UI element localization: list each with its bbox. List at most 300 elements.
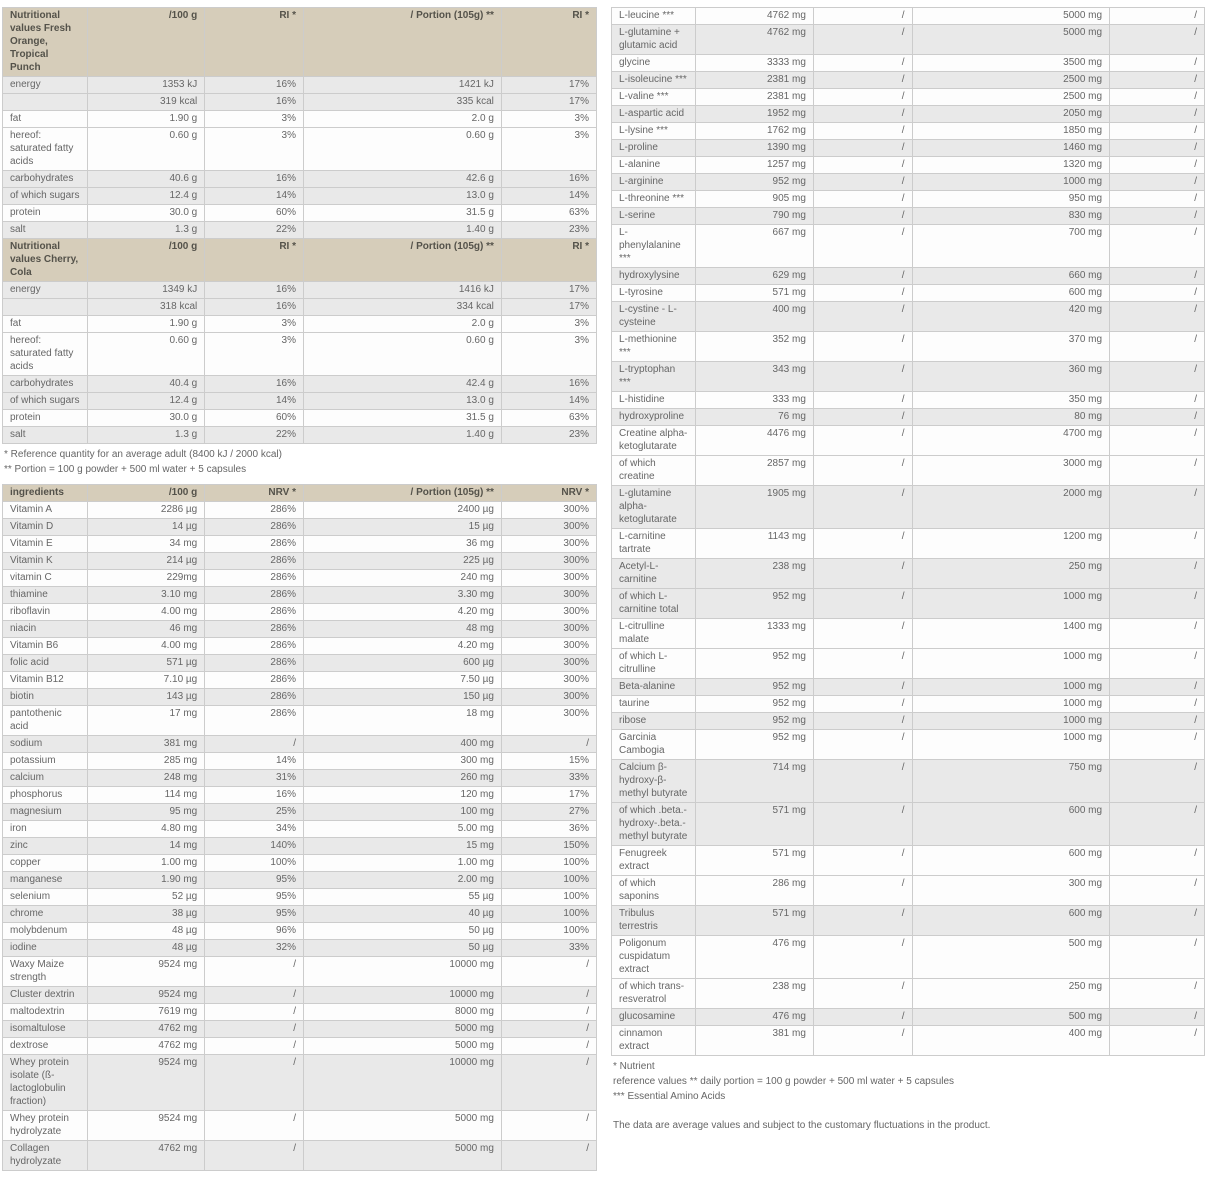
value-cell: / bbox=[813, 529, 912, 559]
row-label-cell: L-glutamine + glutamic acid bbox=[612, 25, 696, 55]
table-row bbox=[3, 111, 597, 128]
value-cell: 5000 mg bbox=[304, 1038, 502, 1055]
value-cell: 300% bbox=[501, 638, 596, 655]
value-cell: 140% bbox=[205, 838, 304, 855]
table-row bbox=[612, 846, 1205, 876]
row-label-cell: Vitamin K bbox=[3, 553, 88, 570]
value-cell: 16% bbox=[205, 282, 304, 299]
value-cell: 30.0 g bbox=[87, 205, 205, 222]
value-cell: / bbox=[501, 1038, 596, 1055]
table-row bbox=[3, 770, 597, 787]
value-cell: 17% bbox=[501, 94, 596, 111]
value-cell: / bbox=[813, 302, 912, 332]
row-label-cell: of which sugars bbox=[3, 393, 88, 410]
value-cell: 14% bbox=[205, 753, 304, 770]
value-cell: / bbox=[813, 8, 912, 25]
value-cell: 16% bbox=[205, 94, 304, 111]
table-row bbox=[3, 621, 597, 638]
value-cell: 2.0 g bbox=[304, 316, 502, 333]
value-cell: 3.10 mg bbox=[87, 587, 205, 604]
value-cell: / bbox=[1110, 362, 1205, 392]
value-cell: / bbox=[1110, 589, 1205, 619]
table-row bbox=[612, 559, 1205, 589]
value-cell: / bbox=[1110, 123, 1205, 140]
row-label-cell: Vitamin E bbox=[3, 536, 88, 553]
value-cell: 1000 mg bbox=[912, 713, 1110, 730]
table-row bbox=[612, 89, 1205, 106]
value-cell: 36 mg bbox=[304, 536, 502, 553]
value-cell: 15% bbox=[501, 753, 596, 770]
value-cell: 60% bbox=[205, 410, 304, 427]
value-cell: 300% bbox=[501, 689, 596, 706]
value-cell: 1000 mg bbox=[912, 679, 1110, 696]
table-row bbox=[3, 316, 597, 333]
footnote-line: *** Essential Amino Acids bbox=[613, 1091, 726, 1102]
value-cell: 17 mg bbox=[87, 706, 205, 736]
row-label-cell: Vitamin A bbox=[3, 502, 88, 519]
table-row bbox=[3, 282, 597, 299]
value-cell: 14 mg bbox=[87, 838, 205, 855]
table-row bbox=[612, 760, 1205, 803]
value-cell: 300% bbox=[501, 604, 596, 621]
value-cell: 18 mg bbox=[304, 706, 502, 736]
value-cell: / bbox=[813, 696, 912, 713]
value-cell: 952 mg bbox=[696, 649, 814, 679]
average-values-note: The data are average values and subject to the customary fluctuations in the product. bbox=[613, 1120, 991, 1131]
value-cell: 571 mg bbox=[696, 846, 814, 876]
table-row bbox=[3, 188, 597, 205]
table-row bbox=[612, 486, 1205, 529]
table-row bbox=[612, 174, 1205, 191]
table-row bbox=[612, 72, 1205, 89]
value-cell: 3500 mg bbox=[912, 55, 1110, 72]
value-cell: / bbox=[1110, 268, 1205, 285]
row-label-cell: L-proline bbox=[612, 140, 696, 157]
value-cell: 4762 mg bbox=[87, 1141, 205, 1171]
value-cell: 952 mg bbox=[696, 696, 814, 713]
nutrition-table-fresh-orange-tropical-punch bbox=[2, 7, 597, 239]
row-label-cell bbox=[3, 94, 88, 111]
value-cell: 790 mg bbox=[696, 208, 814, 225]
value-cell: 1952 mg bbox=[696, 106, 814, 123]
value-cell: / bbox=[501, 1141, 596, 1171]
value-cell: 1.00 mg bbox=[87, 855, 205, 872]
value-cell: / bbox=[813, 140, 912, 157]
table-row bbox=[3, 838, 597, 855]
value-cell: 350 mg bbox=[912, 392, 1110, 409]
value-cell: 952 mg bbox=[696, 730, 814, 760]
value-cell: / bbox=[1110, 392, 1205, 409]
value-cell: 3333 mg bbox=[696, 55, 814, 72]
table-body bbox=[3, 502, 597, 1171]
value-cell: 14 µg bbox=[87, 519, 205, 536]
value-cell: 9524 mg bbox=[87, 1111, 205, 1141]
value-cell: 48 µg bbox=[87, 923, 205, 940]
value-cell: 1850 mg bbox=[912, 123, 1110, 140]
value-cell: 600 mg bbox=[912, 803, 1110, 846]
value-cell: 80 mg bbox=[912, 409, 1110, 426]
left-column bbox=[2, 7, 597, 1171]
value-cell: 285 mg bbox=[87, 753, 205, 770]
row-label-cell: L-carnitine tartrate bbox=[612, 529, 696, 559]
row-label-cell: L-isoleucine *** bbox=[612, 72, 696, 89]
table-row bbox=[612, 392, 1205, 409]
value-cell: / bbox=[1110, 409, 1205, 426]
value-cell: 229mg bbox=[87, 570, 205, 587]
value-cell: 334 kcal bbox=[304, 299, 502, 316]
value-cell: 4762 mg bbox=[87, 1021, 205, 1038]
footnote-line: * Nutrient bbox=[613, 1061, 655, 1072]
value-cell: / bbox=[1110, 876, 1205, 906]
row-label-cell: salt bbox=[3, 222, 88, 239]
value-cell: / bbox=[813, 456, 912, 486]
value-cell: 16% bbox=[205, 376, 304, 393]
table-row bbox=[612, 285, 1205, 302]
value-cell: 14% bbox=[205, 188, 304, 205]
value-cell: 40 µg bbox=[304, 906, 502, 923]
row-label-cell: salt bbox=[3, 427, 88, 444]
value-cell: 22% bbox=[205, 222, 304, 239]
value-cell: 4.00 mg bbox=[87, 604, 205, 621]
value-cell: 2286 µg bbox=[87, 502, 205, 519]
row-label-cell: selenium bbox=[3, 889, 88, 906]
row-label-cell: L-aspartic acid bbox=[612, 106, 696, 123]
header-row bbox=[3, 239, 597, 282]
value-cell: 5000 mg bbox=[304, 1141, 502, 1171]
value-cell: 2500 mg bbox=[912, 72, 1110, 89]
row-label-cell: Beta-alanine bbox=[612, 679, 696, 696]
value-cell: 10000 mg bbox=[304, 987, 502, 1004]
value-cell: / bbox=[501, 1111, 596, 1141]
value-cell: / bbox=[1110, 679, 1205, 696]
value-cell: 50 µg bbox=[304, 940, 502, 957]
value-cell: 571 mg bbox=[696, 285, 814, 302]
value-cell: 100 mg bbox=[304, 804, 502, 821]
reference-footnotes bbox=[4, 447, 597, 477]
value-cell: 3% bbox=[501, 111, 596, 128]
value-cell: / bbox=[205, 1111, 304, 1141]
value-cell: 600 µg bbox=[304, 655, 502, 672]
value-cell: 3000 mg bbox=[912, 456, 1110, 486]
value-cell: 3% bbox=[205, 316, 304, 333]
row-label-cell: hydroxyproline bbox=[612, 409, 696, 426]
value-cell: 95 mg bbox=[87, 804, 205, 821]
value-cell: / bbox=[1110, 456, 1205, 486]
table-row bbox=[3, 570, 597, 587]
value-cell: / bbox=[813, 225, 912, 268]
value-cell: 250 mg bbox=[912, 559, 1110, 589]
value-cell: / bbox=[1110, 906, 1205, 936]
value-cell: / bbox=[501, 1055, 596, 1111]
value-cell: 1.90 mg bbox=[87, 872, 205, 889]
value-cell: 40.6 g bbox=[87, 171, 205, 188]
value-cell: 15 µg bbox=[304, 519, 502, 536]
value-cell: 1.90 g bbox=[87, 316, 205, 333]
value-cell: 1349 kJ bbox=[87, 282, 205, 299]
value-cell: / bbox=[205, 736, 304, 753]
value-cell: / bbox=[813, 846, 912, 876]
value-cell: 4.00 mg bbox=[87, 638, 205, 655]
value-cell: 300 mg bbox=[304, 753, 502, 770]
value-cell: 76 mg bbox=[696, 409, 814, 426]
value-cell: / bbox=[1110, 174, 1205, 191]
value-cell: 1000 mg bbox=[912, 730, 1110, 760]
row-label-cell: riboflavin bbox=[3, 604, 88, 621]
value-cell: 3% bbox=[501, 333, 596, 376]
value-cell: 31.5 g bbox=[304, 410, 502, 427]
value-cell: 100% bbox=[501, 906, 596, 923]
value-cell: / bbox=[1110, 713, 1205, 730]
value-cell: 22% bbox=[205, 427, 304, 444]
value-cell: 238 mg bbox=[696, 979, 814, 1009]
table-row bbox=[3, 205, 597, 222]
row-label-cell: potassium bbox=[3, 753, 88, 770]
row-label-cell: of which creatine bbox=[612, 456, 696, 486]
value-cell: / bbox=[1110, 803, 1205, 846]
table-row bbox=[3, 987, 597, 1004]
value-cell: / bbox=[813, 268, 912, 285]
row-label-cell: glucosamine bbox=[612, 1009, 696, 1026]
right-column bbox=[611, 7, 1205, 1133]
column-header: / Portion (105g) ** bbox=[304, 485, 502, 502]
value-cell: 600 mg bbox=[912, 906, 1110, 936]
row-label-cell: Poligonum cuspidatum extract bbox=[612, 936, 696, 979]
row-label-cell: Acetyl-L-carnitine bbox=[612, 559, 696, 589]
table-row bbox=[612, 979, 1205, 1009]
value-cell: 48 mg bbox=[304, 621, 502, 638]
value-cell: 9524 mg bbox=[87, 1055, 205, 1111]
value-cell: / bbox=[501, 1004, 596, 1021]
value-cell: 100% bbox=[501, 855, 596, 872]
table-row bbox=[3, 536, 597, 553]
row-label-cell: taurine bbox=[612, 696, 696, 713]
table-row bbox=[3, 787, 597, 804]
table-row bbox=[3, 1141, 597, 1171]
value-cell: 15 mg bbox=[304, 838, 502, 855]
row-label-cell: carbohydrates bbox=[3, 171, 88, 188]
table-row bbox=[3, 889, 597, 906]
value-cell: 1143 mg bbox=[696, 529, 814, 559]
value-cell: 318 kcal bbox=[87, 299, 205, 316]
table-row bbox=[612, 140, 1205, 157]
table-row bbox=[612, 426, 1205, 456]
value-cell: / bbox=[205, 957, 304, 987]
value-cell: 2400 µg bbox=[304, 502, 502, 519]
value-cell: 700 mg bbox=[912, 225, 1110, 268]
value-cell: / bbox=[1110, 559, 1205, 589]
value-cell: 2500 mg bbox=[912, 89, 1110, 106]
table-body bbox=[3, 282, 597, 444]
value-cell: / bbox=[1110, 619, 1205, 649]
value-cell: 95% bbox=[205, 906, 304, 923]
row-label-cell: iron bbox=[3, 821, 88, 838]
value-cell: 500 mg bbox=[912, 936, 1110, 979]
value-cell: 286% bbox=[205, 587, 304, 604]
column-header: RI * bbox=[205, 8, 304, 77]
row-label-cell: L-lysine *** bbox=[612, 123, 696, 140]
value-cell: 17% bbox=[501, 787, 596, 804]
value-cell: / bbox=[1110, 302, 1205, 332]
row-label-cell: Tribulus terrestris bbox=[612, 906, 696, 936]
value-cell: / bbox=[813, 285, 912, 302]
row-label-cell: of which .beta.-hydroxy-.beta.-methyl butyrate bbox=[612, 803, 696, 846]
column-header: RI * bbox=[501, 8, 596, 77]
value-cell: / bbox=[205, 1021, 304, 1038]
value-cell: 5000 mg bbox=[304, 1111, 502, 1141]
value-cell: 16% bbox=[205, 77, 304, 94]
value-cell: 9524 mg bbox=[87, 987, 205, 1004]
value-cell: / bbox=[1110, 529, 1205, 559]
table-row bbox=[3, 128, 597, 171]
value-cell: / bbox=[813, 760, 912, 803]
value-cell: 4.80 mg bbox=[87, 821, 205, 838]
value-cell: 95% bbox=[205, 872, 304, 889]
row-label-cell: protein bbox=[3, 205, 88, 222]
column-header: /100 g bbox=[87, 239, 205, 282]
value-cell: 4762 mg bbox=[87, 1038, 205, 1055]
value-cell: / bbox=[1110, 8, 1205, 25]
value-cell: 3% bbox=[501, 316, 596, 333]
column-header: /100 g bbox=[87, 8, 205, 77]
row-label-cell: Whey protein isolate (ß-lactoglobulin fraction) bbox=[3, 1055, 88, 1111]
value-cell: / bbox=[813, 979, 912, 1009]
table-row bbox=[612, 1009, 1205, 1026]
table-row bbox=[3, 1004, 597, 1021]
value-cell: 300% bbox=[501, 621, 596, 638]
value-cell: / bbox=[813, 906, 912, 936]
value-cell: 1200 mg bbox=[912, 529, 1110, 559]
value-cell: 1400 mg bbox=[912, 619, 1110, 649]
value-cell: 17% bbox=[501, 77, 596, 94]
header-row bbox=[3, 8, 597, 77]
value-cell: 5000 mg bbox=[912, 8, 1110, 25]
value-cell: 16% bbox=[501, 376, 596, 393]
value-cell: 100% bbox=[501, 923, 596, 940]
value-cell: / bbox=[813, 936, 912, 979]
value-cell: 830 mg bbox=[912, 208, 1110, 225]
table-row bbox=[3, 1021, 597, 1038]
value-cell: 42.6 g bbox=[304, 171, 502, 188]
value-cell: 300% bbox=[501, 587, 596, 604]
value-cell: 23% bbox=[501, 222, 596, 239]
value-cell: / bbox=[205, 1004, 304, 1021]
value-cell: / bbox=[813, 679, 912, 696]
value-cell: 3.30 mg bbox=[304, 587, 502, 604]
row-label-cell: magnesium bbox=[3, 804, 88, 821]
table-row bbox=[3, 804, 597, 821]
value-cell: 250 mg bbox=[912, 979, 1110, 1009]
row-label-cell: dextrose bbox=[3, 1038, 88, 1055]
value-cell: 3% bbox=[205, 111, 304, 128]
row-label-cell: energy bbox=[3, 282, 88, 299]
value-cell: 381 mg bbox=[696, 1026, 814, 1056]
value-cell: 286% bbox=[205, 519, 304, 536]
row-label-cell: L-cystine - L-cysteine bbox=[612, 302, 696, 332]
table-row bbox=[3, 689, 597, 706]
table-row bbox=[612, 803, 1205, 846]
nutrition-table-cherry-cola bbox=[2, 238, 597, 444]
value-cell: 1320 mg bbox=[912, 157, 1110, 174]
table-row bbox=[3, 1038, 597, 1055]
table-row bbox=[3, 553, 597, 570]
value-cell: 1390 mg bbox=[696, 140, 814, 157]
table-row bbox=[3, 502, 597, 519]
value-cell: 1000 mg bbox=[912, 589, 1110, 619]
value-cell: / bbox=[813, 559, 912, 589]
nutrient-footnotes bbox=[613, 1059, 1205, 1104]
value-cell: 5000 mg bbox=[304, 1021, 502, 1038]
value-cell: 333 mg bbox=[696, 392, 814, 409]
value-cell: 286% bbox=[205, 638, 304, 655]
value-cell: 600 mg bbox=[912, 846, 1110, 876]
row-label-cell: L-leucine *** bbox=[612, 8, 696, 25]
value-cell: / bbox=[1110, 25, 1205, 55]
value-cell: 3% bbox=[205, 333, 304, 376]
value-cell: 27% bbox=[501, 804, 596, 821]
row-label-cell: fat bbox=[3, 111, 88, 128]
value-cell: 905 mg bbox=[696, 191, 814, 208]
value-cell: / bbox=[1110, 426, 1205, 456]
value-cell: 25% bbox=[205, 804, 304, 821]
value-cell: 750 mg bbox=[912, 760, 1110, 803]
amino-acids-table bbox=[611, 7, 1205, 1056]
value-cell: / bbox=[813, 89, 912, 106]
row-label-cell: Cluster dextrin bbox=[3, 987, 88, 1004]
value-cell: / bbox=[813, 106, 912, 123]
row-label-cell: Whey protein hydrolyzate bbox=[3, 1111, 88, 1141]
value-cell: 2381 mg bbox=[696, 89, 814, 106]
value-cell: / bbox=[1110, 696, 1205, 713]
value-cell: 225 µg bbox=[304, 553, 502, 570]
value-cell: / bbox=[1110, 846, 1205, 876]
table-row bbox=[612, 876, 1205, 906]
value-cell: / bbox=[1110, 979, 1205, 1009]
table-body bbox=[3, 77, 597, 239]
value-cell: 63% bbox=[501, 410, 596, 427]
value-cell: 600 mg bbox=[912, 285, 1110, 302]
table-row bbox=[612, 157, 1205, 174]
value-cell: 1000 mg bbox=[912, 649, 1110, 679]
row-label-cell: L-arginine bbox=[612, 174, 696, 191]
value-cell: 10000 mg bbox=[304, 1055, 502, 1111]
row-label-cell: Waxy Maize strength bbox=[3, 957, 88, 987]
value-cell: 1421 kJ bbox=[304, 77, 502, 94]
table-row bbox=[612, 123, 1205, 140]
value-cell: / bbox=[813, 619, 912, 649]
value-cell: 1.90 g bbox=[87, 111, 205, 128]
value-cell: 319 kcal bbox=[87, 94, 205, 111]
table-row bbox=[612, 1026, 1205, 1056]
value-cell: 3% bbox=[205, 128, 304, 171]
table-row bbox=[612, 619, 1205, 649]
row-label-cell: pantothenic acid bbox=[3, 706, 88, 736]
value-cell: 0.60 g bbox=[87, 128, 205, 171]
row-label-cell: hereof: saturated fatty acids bbox=[3, 128, 88, 171]
value-cell: 2050 mg bbox=[912, 106, 1110, 123]
value-cell: 240 mg bbox=[304, 570, 502, 587]
value-cell: / bbox=[1110, 225, 1205, 268]
row-label-cell bbox=[3, 299, 88, 316]
value-cell: 500 mg bbox=[912, 1009, 1110, 1026]
table-row bbox=[3, 604, 597, 621]
value-cell: 238 mg bbox=[696, 559, 814, 589]
value-cell: 214 µg bbox=[87, 553, 205, 570]
row-label-cell: L-tyrosine bbox=[612, 285, 696, 302]
value-cell: / bbox=[813, 730, 912, 760]
table-row bbox=[3, 753, 597, 770]
value-cell: 150 µg bbox=[304, 689, 502, 706]
row-label-cell: carbohydrates bbox=[3, 376, 88, 393]
